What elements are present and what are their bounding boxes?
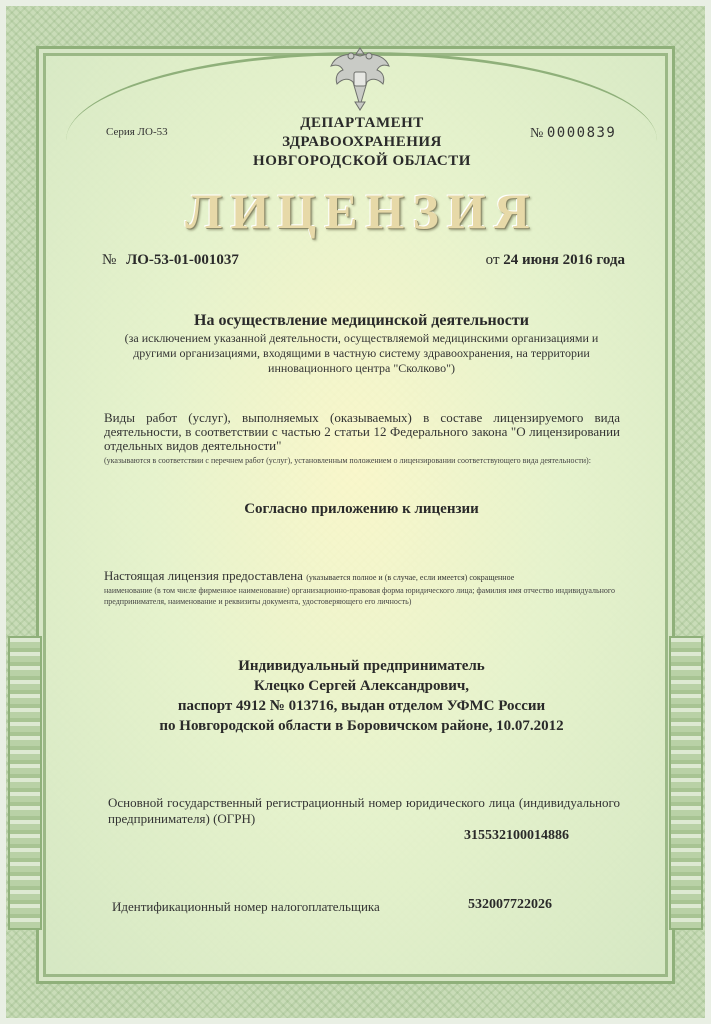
inn-value: 532007722026 <box>468 897 552 912</box>
license-number <box>102 252 239 269</box>
department-line: НОВГОРОДСКОЙ ОБЛАСТИ <box>253 153 471 169</box>
serial-number <box>530 125 616 142</box>
department-name <box>206 114 518 171</box>
works-description: Виды работ (услуг), выполняемых (оказываемых) в составе лицензируемого вида деятельности, в соответствии с частью 2 статьи 12 Федерального закона "О лицензировании отдельных видов деятельности" <box>104 410 620 453</box>
holder-line: Индивидуальный предприниматель <box>238 658 485 674</box>
holder-line: по Новгородской области в Боровичском районе, 10.07.2012 <box>159 718 564 734</box>
holder-line: паспорт 4912 № 013716, выдан отделом УФМС России <box>177 698 546 714</box>
serial-symbol: № <box>530 126 544 141</box>
activity-note: (за исключением указанной деятельности, осуществляемой медицинскими организациями и другими организациями, входящими в частную систему здравоохранения, на территории инновационного центра "Сколково") <box>124 331 599 375</box>
issued-label-text: Настоящая лицензия предоставлена <box>104 568 303 583</box>
works-note: (указываются в соответствии с перечнем работ (услуг), установленным положением о лицензировании соответствующего вида деятельности): <box>104 456 591 465</box>
department-line: ЗДРАВООХРАНЕНИЯ <box>282 134 442 150</box>
department-line: ДЕПАРТАМЕНТ <box>300 115 424 131</box>
activity-title: На осуществление медицинской деятельности <box>194 312 529 329</box>
coat-of-arms-icon <box>327 42 393 112</box>
issued-to-note: наименование (в том числе фирменное наименование) организационно-правовая форма юридического лица; фамилия имя отчество индивидуального предпринимателя, наименование и реквизиты документа, удостоверяющего его личность) <box>104 586 616 606</box>
works-value: Согласно приложению к лицензии <box>244 501 479 517</box>
license-number-value: ЛО-53-01-001037 <box>126 252 239 268</box>
left-ornament <box>8 636 42 930</box>
serial-value: 0000839 <box>546 125 617 141</box>
issued-to-label <box>104 569 620 585</box>
license-date-prefix: от <box>485 252 500 268</box>
holder-line: Клецко Сергей Александрович, <box>253 678 470 694</box>
inn-label: Идентификационный номер налогоплательщика <box>112 899 380 914</box>
license-date <box>486 252 625 269</box>
license-holder <box>106 656 617 736</box>
document-title: ЛИЦЕНЗИЯ <box>185 183 538 239</box>
issued-note-inline: (указывается полное и (в случае, если имеется) сокращенное <box>306 573 515 582</box>
ogrn-label: Основной государственный регистрационный номер юридического лица (индивидуального предпринимателя) (ОГРН) <box>108 795 620 826</box>
right-ornament <box>669 636 703 930</box>
license-date-value: 24 июня 2016 года <box>503 252 625 268</box>
series-label: Серия ЛО-53 <box>106 126 168 138</box>
ogrn-value: 315532100014886 <box>464 828 569 843</box>
license-number-symbol: № <box>102 252 117 268</box>
